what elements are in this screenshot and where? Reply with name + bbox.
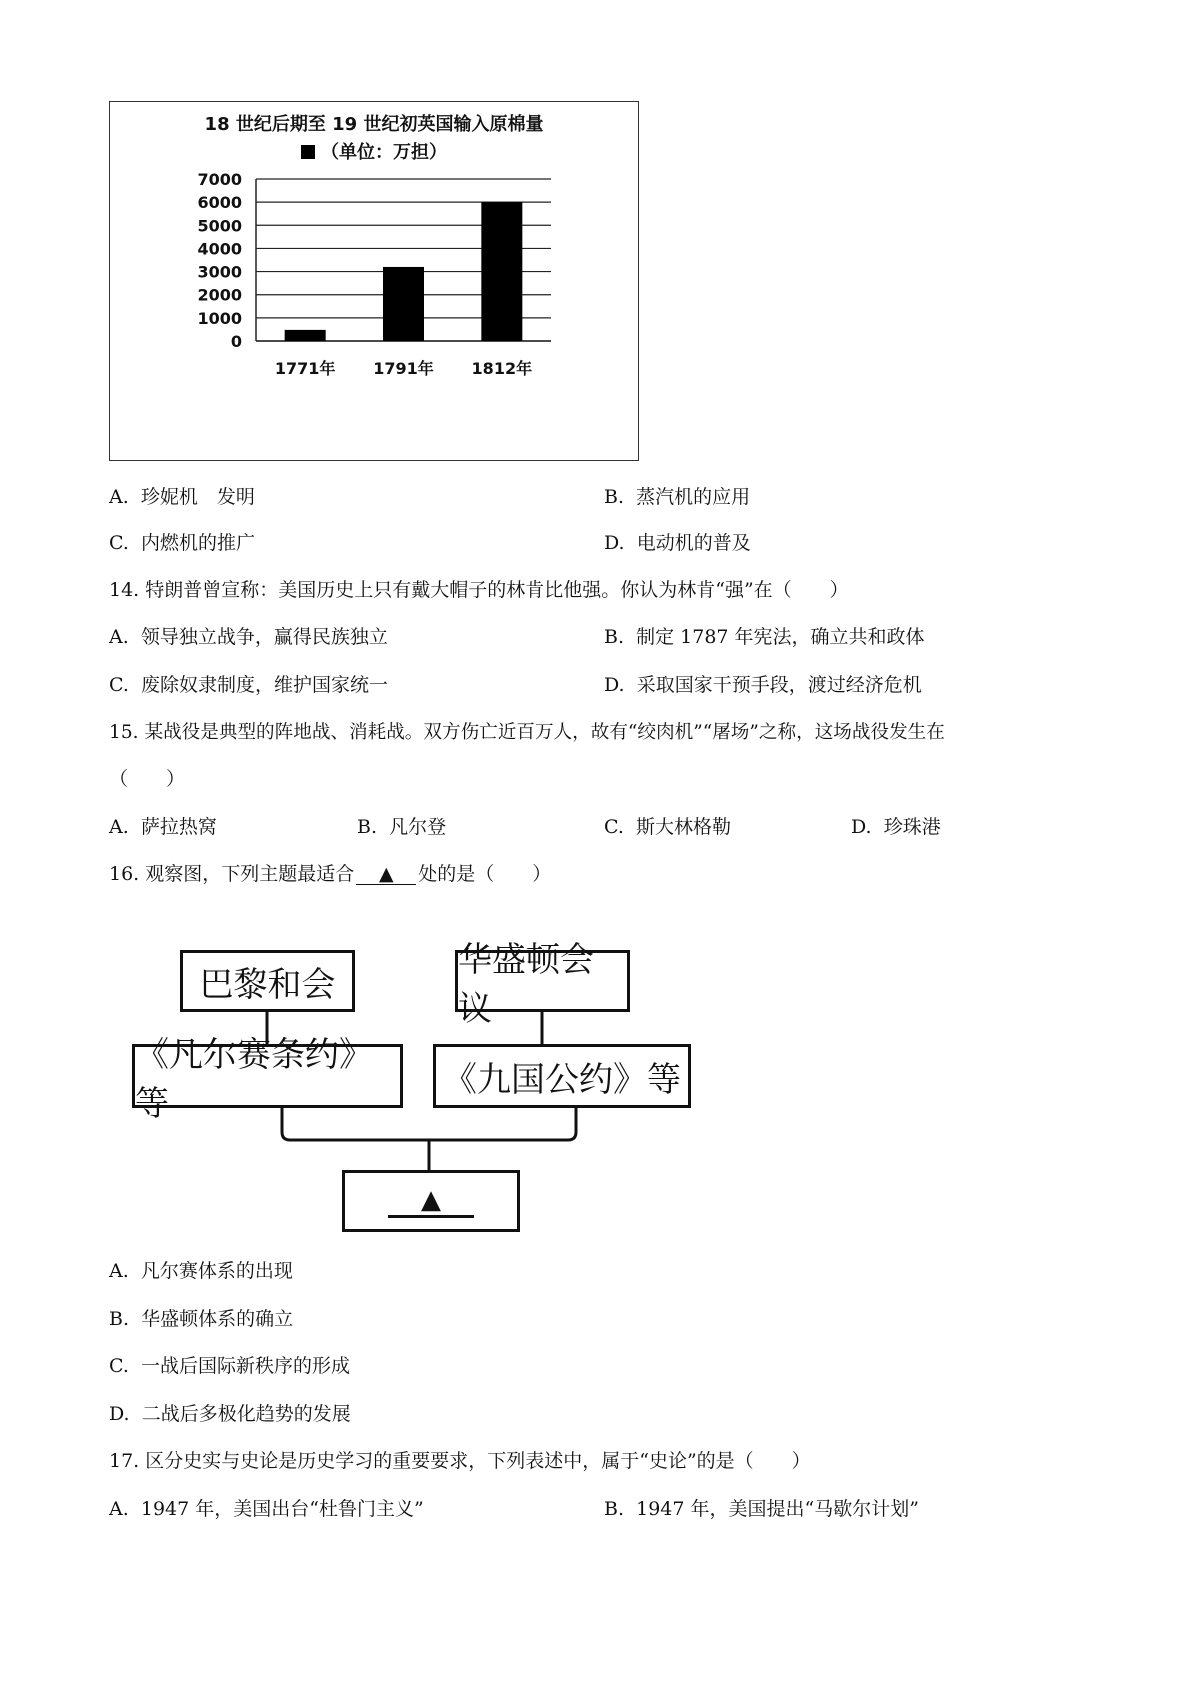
- q16-blank: ▲: [356, 864, 416, 885]
- diagram-box-nine-power-treaty: 《九国公约》等: [433, 1044, 691, 1108]
- q15-option-c-label: C.: [604, 816, 624, 838]
- q14-option-d-text: 采取国家干预手段，渡过经济危机: [636, 674, 922, 696]
- y-tick-label: 3000: [197, 262, 242, 282]
- q13-option-a-label: A.: [109, 486, 129, 508]
- q16-stem-pre: 16. 观察图，下列主题最适合: [109, 863, 355, 885]
- q16-stem: [109, 862, 551, 886]
- q13-option-d-label: D.: [604, 532, 625, 554]
- q13-option-c-text: 内燃机的推广: [141, 532, 256, 554]
- q15-option-a-text: 萨拉热窝: [140, 816, 217, 838]
- q14-option-a-label: A.: [109, 626, 129, 648]
- chart-plot: [110, 102, 638, 460]
- q15-option-c[interactable]: [604, 815, 731, 839]
- q17-option-a-text: 1947 年，美国出台“杜鲁门主义”: [140, 1498, 424, 1520]
- q13-option-c-label: C.: [109, 532, 129, 554]
- q17-option-a-label: A.: [109, 1498, 129, 1520]
- q14-option-c-label: C.: [109, 674, 129, 696]
- q14-option-c-text: 废除奴隶制度，维护国家统一: [141, 674, 389, 696]
- y-tick-label: 4000: [197, 239, 242, 259]
- diagram-box-washington-conference: 华盛顿会议: [455, 950, 630, 1012]
- q16-option-b-label: B.: [109, 1308, 130, 1330]
- q15-option-d-text: 珍珠港: [883, 816, 941, 838]
- diagram-box-versailles-treaty: 《凡尔赛条约》等: [132, 1044, 403, 1108]
- q14-option-b-text: 制定 1787 年宪法，确立共和政体: [636, 626, 925, 648]
- y-tick-label: 7000: [197, 170, 242, 189]
- q14-option-b-label: B.: [604, 626, 625, 648]
- y-tick-label: 5000: [197, 216, 242, 236]
- q17-option-b-text: 1947 年，美国提出“马歇尔计划”: [636, 1498, 919, 1520]
- diagram-box-blank: [342, 1170, 520, 1232]
- diagram-blank-triangle: ▲: [388, 1185, 474, 1218]
- q14-stem: 14. 特朗普曾宣称：美国历史上只有戴大帽子的林肯比他强。你认为林肯“强”在（ ）: [109, 579, 849, 601]
- q14-option-c[interactable]: [109, 673, 388, 697]
- q17-stem: 17. 区分史实与史论是历史学习的重要要求，下列表述中，属于“史论”的是（ ）: [109, 1450, 811, 1472]
- q16-option-a[interactable]: [109, 1259, 293, 1283]
- y-tick-label: 6000: [197, 193, 242, 213]
- q17-option-b[interactable]: [604, 1497, 919, 1521]
- x-tick-label: 1791年: [373, 359, 434, 378]
- q16-option-d-text: 二战后多极化趋势的发展: [141, 1403, 351, 1425]
- cotton-import-chart: [109, 101, 639, 461]
- q16-option-d-label: D.: [109, 1403, 130, 1425]
- bar-2: [481, 202, 522, 341]
- y-tick-label: 2000: [197, 285, 242, 305]
- q15-stem-cont: （ ）: [109, 768, 186, 790]
- q16-option-d[interactable]: [109, 1402, 351, 1426]
- q13-option-d-text: 电动机的普及: [636, 532, 751, 554]
- q15-option-b-text: 凡尔登: [389, 816, 447, 838]
- y-tick-label: 0: [230, 332, 242, 351]
- x-tick-label: 1771年: [274, 359, 336, 378]
- bar-0: [285, 330, 326, 341]
- q16-stem-post: 处的是（ ）: [418, 863, 552, 885]
- q15-stem: 15. 某战役是典型的阵地战、消耗战。双方伤亡近百万人，故有“绞肉机”“屠场”之称，这场战役发生在: [109, 722, 945, 743]
- y-tick-label: 1000: [197, 308, 242, 328]
- q15-option-a-label: A.: [109, 816, 129, 838]
- q14-option-a-text: 领导独立战争，赢得民族独立: [140, 626, 388, 648]
- q17-option-b-label: B.: [604, 1498, 625, 1520]
- q13-option-a-text: 珍妮机 发明: [140, 486, 255, 508]
- q13-option-a[interactable]: [109, 485, 255, 509]
- q14-option-b[interactable]: [604, 625, 925, 649]
- q16-option-c-label: C.: [109, 1355, 129, 1377]
- q15-option-d-label: D.: [851, 816, 872, 838]
- q14-option-a[interactable]: [109, 625, 388, 649]
- diagram-box-paris-conference: 巴黎和会: [180, 950, 355, 1012]
- chart-title: 18 世纪后期至 19 世纪初英国输入原棉量: [204, 114, 544, 135]
- q16-option-c-text: 一战后国际新秩序的形成: [141, 1355, 351, 1377]
- q13-option-c[interactable]: [109, 531, 255, 555]
- q16-option-b[interactable]: [109, 1307, 293, 1331]
- q16-option-b-text: 华盛顿体系的确立: [141, 1308, 294, 1330]
- q17-option-a[interactable]: [109, 1497, 424, 1521]
- q14-option-d[interactable]: [604, 673, 922, 697]
- q14-option-d-label: D.: [604, 674, 625, 696]
- q16-option-c[interactable]: [109, 1354, 350, 1378]
- q15-option-c-text: 斯大林格勒: [636, 816, 732, 838]
- q16-option-a-text: 凡尔赛体系的出现: [140, 1260, 293, 1282]
- q15-option-b[interactable]: [357, 815, 446, 839]
- bar-1: [383, 267, 424, 341]
- q13-option-b[interactable]: [604, 485, 750, 509]
- q13-option-b-text: 蒸汽机的应用: [636, 486, 751, 508]
- q15-option-a[interactable]: [109, 815, 217, 839]
- q13-option-d[interactable]: [604, 531, 751, 555]
- x-tick-label: 1812年: [471, 359, 533, 378]
- chart-legend-label: （单位：万担）: [321, 142, 447, 163]
- q16-option-a-label: A.: [109, 1260, 129, 1282]
- q15-option-d[interactable]: [851, 815, 941, 839]
- q15-option-b-label: B.: [357, 816, 378, 838]
- q13-option-b-label: B.: [604, 486, 625, 508]
